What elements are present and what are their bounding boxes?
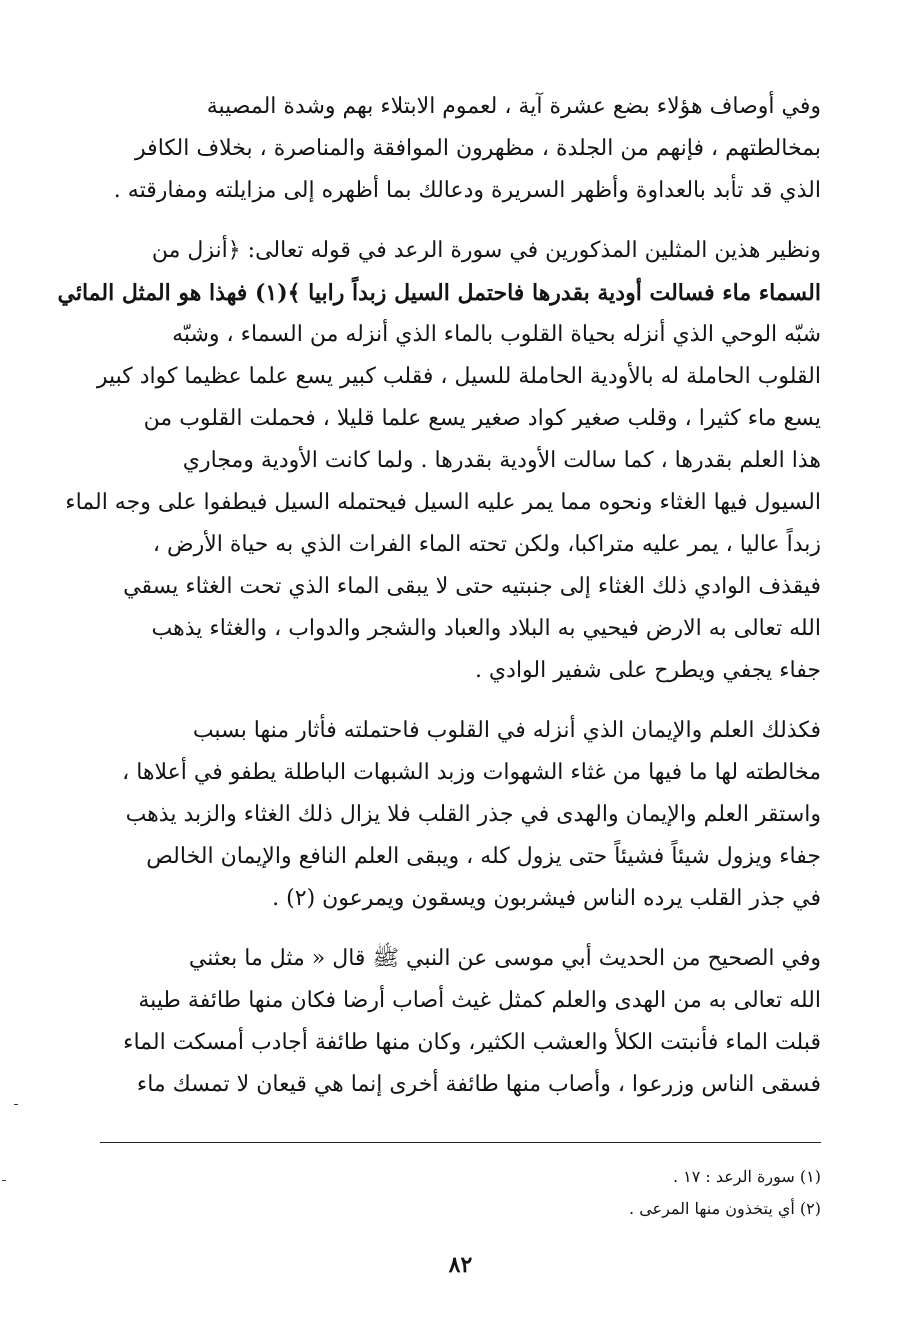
quran-verse-line: السماء ماء فسالت أودية بقدرها فاحتمل السيل زبداً رابيا ﴾(١) فهذا هو المثل المائي <box>57 280 821 306</box>
text-line: السيول فيها الغثاء ونحوه مما يمر عليه السيل فيحتمله السيل فيطفوا على وجه الماء <box>65 490 821 515</box>
text-line: واستقر العلم والإيمان والهدى في جذر القلب فلا يزال ذلك الغثاء والزبد يذهب <box>125 802 821 827</box>
text-line: وفي أوصاف هؤلاء بضع عشرة آية ، لعموم الابتلاء بهم وشدة المصيبة <box>206 94 821 119</box>
text-line: جفاء ويزول شيئاً فشيئاً حتى يزول كله ، ويبقى العلم النافع والإيمان الخالص <box>146 844 821 869</box>
text-line: يسع ماء كثيرا ، وقلب صغير كواد صغير يسع علما قليلا ، فحملت القلوب من <box>143 406 821 431</box>
text-line: الله تعالى به من الهدى والعلم كمثل غيث أصاب أرضا فكان منها طائفة طيبة <box>138 988 821 1013</box>
text-line: بمخالطتهم ، فإنهم من الجلدة ، مظهرون الموافقة والمناصرة ، بخلاف الكافر <box>135 136 821 161</box>
text-line: ونظير هذين المثلين المذكورين في سورة الرعد في قوله تعالى: ﴿أنزل من <box>151 238 821 263</box>
text-line: جفاء يجفي ويطرح على شفير الوادي . <box>474 658 821 683</box>
text-line: فكذلك العلم والإيمان الذي أنزله في القلوب فاحتملته فأثار منها بسبب <box>192 718 821 743</box>
paragraph-4 <box>100 938 821 1106</box>
text-line: هذا العلم بقدرها ، كما سالت الأودية بقدرها . ولما كانت الأودية ومجاري <box>182 448 821 473</box>
text-line: قبلت الماء فأنبتت الكلأ والعشب الكثير، وكان منها طائفة أجادب أمسكت الماء <box>123 1030 821 1055</box>
text-line: زبداً عاليا ، يمر عليه متراكبا، ولكن تحته الماء الفرات الذي به حياة الأرض ، <box>152 532 821 557</box>
text-line: فيقذف الوادي ذلك الغثاء إلى جنبتيه حتى لا يبقى الماء الذي تحت الغثاء يسقي <box>123 574 821 599</box>
text-line: الله تعالى به الارض فيحيي به البلاد والعباد والشجر والدواب ، والغثاء يذهب <box>151 616 821 641</box>
text-line: وفي الصحيح من الحديث أبي موسى عن النبي ﷺ قال « مثل ما بعثني <box>188 946 821 971</box>
text-line: فسقى الناس وزرعوا ، وأصاب منها طائفة أخرى إنما هي قيعان لا تمسك ماء <box>136 1072 821 1097</box>
page-body <box>57 86 821 1124</box>
footnotes <box>100 1142 821 1225</box>
paragraph-1 <box>100 86 821 212</box>
paragraph-2 <box>57 230 821 692</box>
margin-mark <box>2 1180 6 1181</box>
margin-mark <box>14 1104 18 1105</box>
footnote-1: (١) سورة الرعد : ١٧ . <box>672 1167 821 1186</box>
text-line: الذي قد تأبد بالعداوة وأظهر السريرة ودعالك بما أظهره إلى مزايلته ومفارقته . <box>113 178 821 203</box>
page-number: ٨٢ <box>448 1252 473 1278</box>
text-line: القلوب الحاملة له بالأودية الحاملة للسيل ، فقلب كبير يسع علما عظيما كواد كبير <box>96 364 821 389</box>
text-line: مخالطته لها ما فيها من غثاء الشهوات وزبد الشبهات الباطلة يطفو في أعلاها ، <box>122 760 821 785</box>
text-line: في جذر القلب يرده الناس فيشربون ويسقون ويمرعون (٢) . <box>272 886 821 911</box>
text-line: شبّه الوحي الذي أنزله بحياة القلوب بالماء الذي أنزله من السماء ، وشبّه <box>172 322 821 347</box>
paragraph-3 <box>100 710 821 920</box>
footnote-2: (٢) أي يتخذون منها المرعى . <box>629 1199 821 1218</box>
